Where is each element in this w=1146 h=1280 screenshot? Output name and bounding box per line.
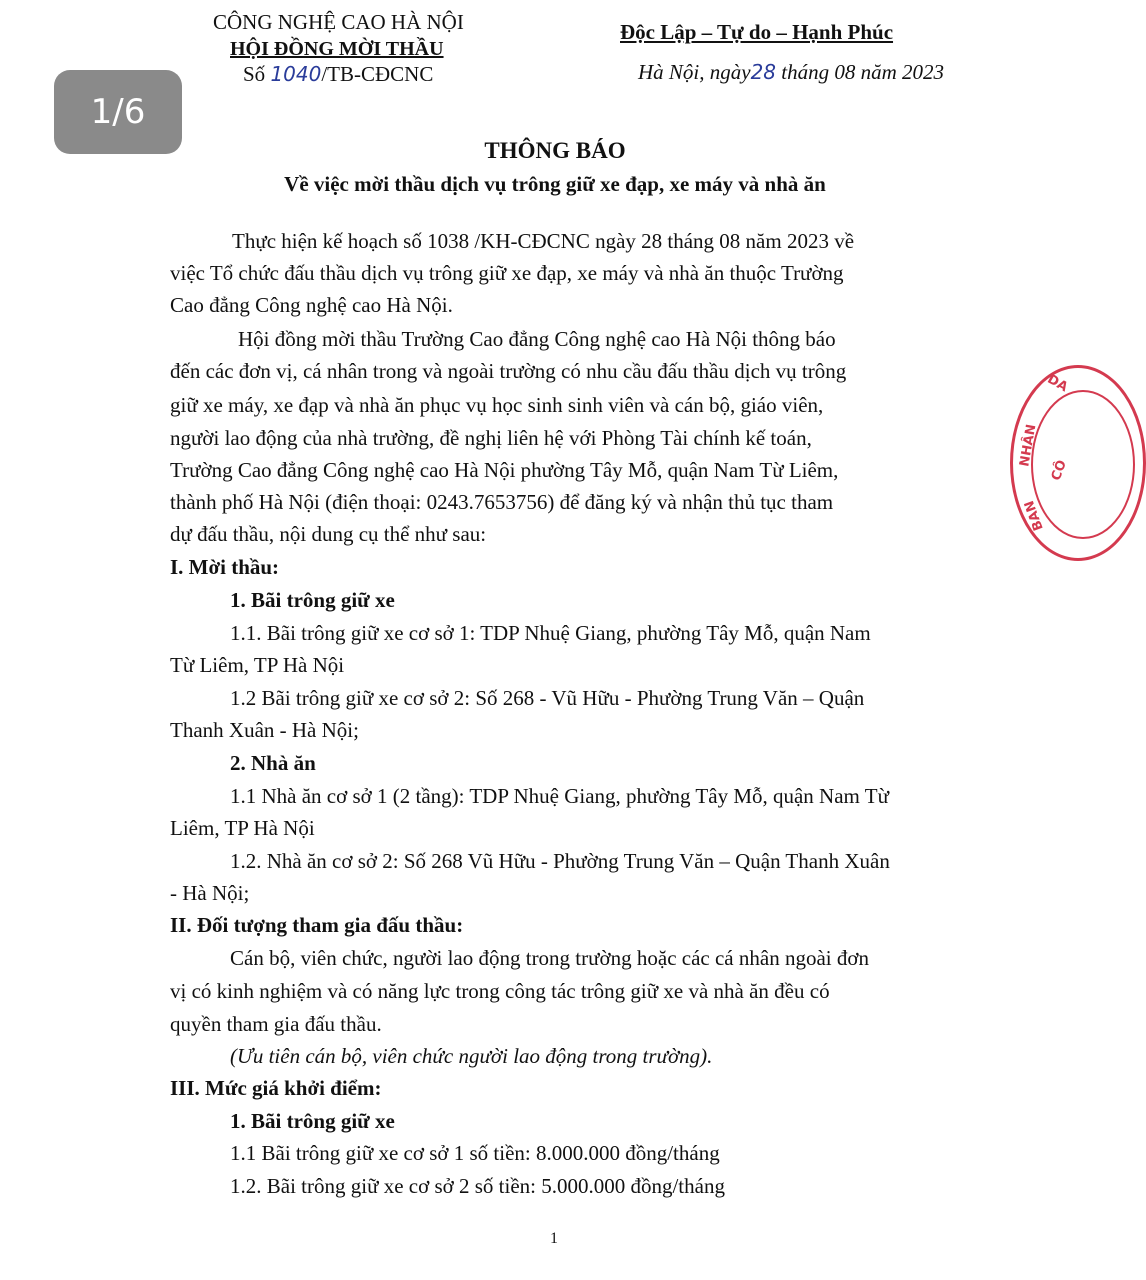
paragraph-line: đến các đơn vị, cá nhân trong và ngoài trường có nhu cầu đấu thầu dịch vụ trông	[170, 359, 847, 383]
paragraph-line: - Hà Nội;	[170, 881, 250, 905]
paragraph-line: Thanh Xuân - Hà Nội;	[170, 718, 359, 742]
paragraph-line: Thực hiện kế hoạch số 1038 /KH-CĐCNC ngày 28 tháng 08 năm 2023 về	[232, 229, 855, 253]
paragraph-line: Trường Cao đẳng Công nghệ cao Hà Nội phường Tây Mỗ, quận Nam Từ Liêm,	[170, 458, 839, 482]
paragraph-line: Cao đẳng Công nghệ cao Hà Nội.	[170, 293, 453, 317]
paragraph-line: Từ Liêm, TP Hà Nội	[170, 653, 345, 677]
handwritten-number: 1040	[270, 62, 322, 86]
paragraph-line: người lao động của nhà trường, đề nghị liên hệ với Phòng Tài chính kế toán,	[170, 426, 812, 450]
page-number: 1	[550, 1230, 558, 1247]
subsection-heading: 1. Bãi trông giữ xe	[230, 1109, 395, 1133]
paragraph-line: giữ xe máy, xe đạp và nhà ăn phục vụ học sinh sinh viên và cán bộ, giáo viên,	[170, 393, 824, 417]
stamp-text-top: DA	[1044, 371, 1071, 396]
document-title: THÔNG BÁO	[484, 138, 626, 163]
section-heading: III. Mức giá khởi điểm:	[170, 1076, 382, 1100]
page-indicator-badge: 1/6	[54, 70, 182, 154]
priority-note: (Ưu tiên cán bộ, viên chức người lao động trong trường).	[230, 1044, 713, 1068]
number-prefix: Số	[243, 62, 266, 86]
paragraph-line: thành phố Hà Nội (điện thoại: 0243.7653756) để đăng ký và nhận thủ tục tham	[170, 490, 834, 514]
paragraph-line: vị có kinh nghiệm và có năng lực trong công tác trông giữ xe và nhà ăn đều có	[170, 979, 830, 1003]
date-prefix: Hà Nội, ngày	[638, 60, 751, 84]
document-subtitle: Về việc mời thầu dịch vụ trông giữ xe đạp, xe máy và nhà ăn	[284, 172, 826, 196]
paragraph-line: 1.1 Nhà ăn cơ sở 1 (2 tầng): TDP Nhuệ Giang, phường Tây Mỗ, quận Nam Từ	[230, 784, 889, 808]
subsection-heading: 1. Bãi trông giữ xe	[230, 588, 395, 612]
paragraph-line: 1.2 Bãi trông giữ xe cơ sở 2: Số 268 - Vũ Hữu - Phường Trung Văn – Quận	[230, 686, 865, 710]
handwritten-day: 28	[750, 60, 777, 84]
committee-name: HỘI ĐỒNG MỜI THẦU	[230, 38, 444, 60]
paragraph-line: Hội đồng mời thầu Trường Cao đẳng Công nghệ cao Hà Nội thông báo	[238, 327, 836, 351]
paragraph-line: Cán bộ, viên chức, người lao động trong trường hoặc các cá nhân ngoài đơn	[230, 946, 869, 970]
official-seal-stamp	[1010, 365, 1146, 561]
paragraph-line: Liêm, TP Hà Nội	[170, 816, 315, 840]
paragraph-line: 1.1. Bãi trông giữ xe cơ sở 1: TDP Nhuệ Giang, phường Tây Mỗ, quận Nam	[230, 621, 871, 645]
stamp-inner-ring	[1031, 390, 1135, 539]
stamp-text-right: CÔ	[1048, 458, 1070, 483]
paragraph-line: dự đấu thầu, nội dung cụ thể như sau:	[170, 522, 487, 546]
section-heading: II. Đối tượng tham gia đấu thầu:	[170, 913, 464, 937]
paragraph-line: quyền tham gia đấu thầu.	[170, 1012, 382, 1036]
price-line: 1.1 Bãi trông giữ xe cơ sở 1 số tiền: 8.000.000 đồng/tháng	[230, 1141, 720, 1165]
price-line: 1.2. Bãi trông giữ xe cơ sở 2 số tiền: 5.000.000 đồng/tháng	[230, 1174, 725, 1198]
stamp-text-bottom: BAN	[1022, 498, 1047, 533]
section-heading: I. Mời thầu:	[170, 555, 280, 579]
paragraph-line: 1.2. Nhà ăn cơ sở 2: Số 268 Vũ Hữu - Phường Trung Văn – Quận Thanh Xuân	[230, 849, 890, 873]
date-suffix: tháng 08 năm 2023	[781, 60, 945, 84]
document-number	[243, 62, 433, 87]
stamp-text-left: NHÂN	[1017, 423, 1040, 468]
paragraph-line: việc Tổ chức đấu thầu dịch vụ trông giữ xe đạp, xe máy và nhà ăn thuộc Trường	[170, 261, 844, 285]
number-suffix: /TB-CĐCNC	[321, 62, 434, 86]
document-date	[638, 60, 944, 85]
org-name: CÔNG NGHỆ CAO HÀ NỘI	[213, 10, 464, 34]
national-motto: Độc Lập – Tự do – Hạnh Phúc	[620, 20, 894, 44]
subsection-heading: 2. Nhà ăn	[230, 751, 316, 775]
